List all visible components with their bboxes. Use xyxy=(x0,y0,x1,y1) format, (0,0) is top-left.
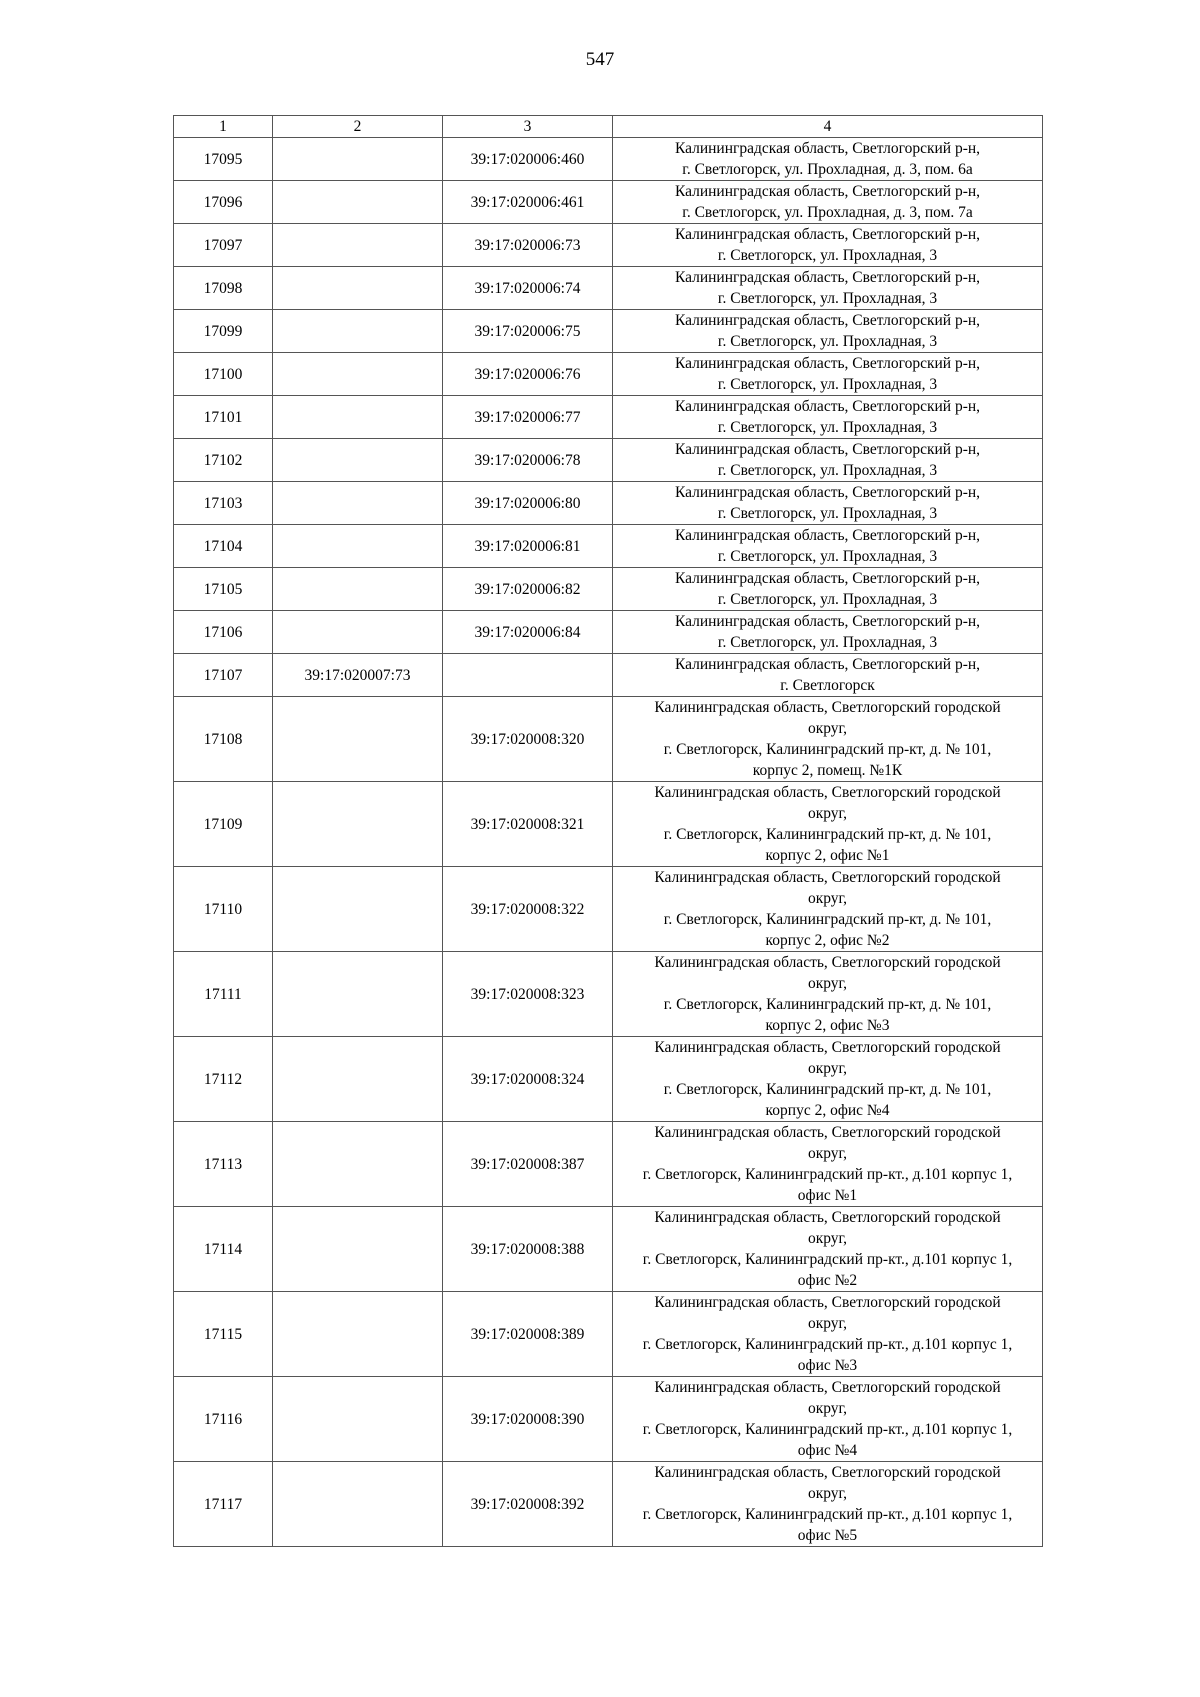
address-line: г. Светлогорск, Калининградский пр-кт., д.101 корпус 1, xyxy=(642,1336,1013,1353)
address-line: г. Светлогорск, ул. Прохладная, 3 xyxy=(717,419,938,436)
address-line: корпус 2, офис №3 xyxy=(765,1017,890,1034)
address-line: Калининградская область, Светлогорский р-н, xyxy=(674,613,981,630)
cadastral-number-cell: 39:17:020008:392 xyxy=(443,1462,613,1547)
address-cell xyxy=(613,782,1043,867)
table-row xyxy=(174,181,1043,224)
table-header-row xyxy=(174,116,1043,138)
cadastral-number-cell: 39:17:020008:390 xyxy=(443,1377,613,1462)
address-cell xyxy=(613,1462,1043,1547)
address-cell xyxy=(613,1122,1043,1207)
address-line: Калининградская область, Светлогорский р-н, xyxy=(674,183,981,200)
address-line: г. Светлогорск, ул. Прохладная, 3 xyxy=(717,591,938,608)
column-header-2: 2 xyxy=(273,116,443,138)
table-row xyxy=(174,224,1043,267)
address-cell xyxy=(613,1037,1043,1122)
address-line: г. Светлогорск, ул. Прохладная, д. 3, пом. 7а xyxy=(682,204,973,221)
row-number-cell: 17107 xyxy=(174,654,273,697)
cadastral-number-cell xyxy=(443,654,613,697)
address-line: Калининградская область, Светлогорский городской xyxy=(654,1294,1001,1311)
cadastral-number-cell: 39:17:020006:77 xyxy=(443,396,613,439)
column-header-3: 3 xyxy=(443,116,613,138)
table-row xyxy=(174,353,1043,396)
table-row xyxy=(174,1207,1043,1292)
row-number-cell: 17096 xyxy=(174,181,273,224)
cadastral-number-cell: 39:17:020006:84 xyxy=(443,611,613,654)
cadastral-quarter-cell xyxy=(273,1462,443,1547)
cadastral-number-cell: 39:17:020008:389 xyxy=(443,1292,613,1377)
address-line: округ, xyxy=(807,805,848,822)
row-number-cell: 17095 xyxy=(174,138,273,181)
cadastral-number-cell: 39:17:020008:388 xyxy=(443,1207,613,1292)
cadastral-quarter-cell xyxy=(273,1207,443,1292)
cadastral-number-cell: 39:17:020006:73 xyxy=(443,224,613,267)
cadastral-number-cell: 39:17:020006:461 xyxy=(443,181,613,224)
table-row xyxy=(174,782,1043,867)
address-line: г. Светлогорск, ул. Прохладная, 3 xyxy=(717,290,938,307)
cadastral-quarter-cell xyxy=(273,181,443,224)
address-cell xyxy=(613,1207,1043,1292)
address-line: Калининградская область, Светлогорский р-н, xyxy=(674,484,981,501)
address-cell xyxy=(613,267,1043,310)
cadastral-number-cell: 39:17:020006:75 xyxy=(443,310,613,353)
address-line: округ, xyxy=(807,1230,848,1247)
row-number-cell: 17110 xyxy=(174,867,273,952)
row-number-cell: 17112 xyxy=(174,1037,273,1122)
table-row xyxy=(174,439,1043,482)
address-line: Калининградская область, Светлогорский р-н, xyxy=(674,269,981,286)
address-line: офис №1 xyxy=(797,1187,858,1204)
row-number-cell: 17113 xyxy=(174,1122,273,1207)
address-line: г. Светлогорск, Калининградский пр-кт., д.101 корпус 1, xyxy=(642,1166,1013,1183)
row-number-cell: 17104 xyxy=(174,525,273,568)
address-line: округ, xyxy=(807,1060,848,1077)
address-line: г. Светлогорск, ул. Прохладная, д. 3, пом. 6а xyxy=(682,161,973,178)
cadastral-number-cell: 39:17:020008:320 xyxy=(443,697,613,782)
address-cell xyxy=(613,224,1043,267)
cadastral-quarter-cell xyxy=(273,1377,443,1462)
table-row xyxy=(174,482,1043,525)
address-line: Калининградская область, Светлогорский городской xyxy=(654,1464,1001,1481)
row-number-cell: 17099 xyxy=(174,310,273,353)
address-line: Калининградская область, Светлогорский р-н, xyxy=(674,140,981,157)
row-number-cell: 17114 xyxy=(174,1207,273,1292)
address-line: Калининградская область, Светлогорский городской xyxy=(654,699,1001,716)
cadastral-quarter-cell xyxy=(273,267,443,310)
cadastral-quarter-cell xyxy=(273,611,443,654)
table-row xyxy=(174,138,1043,181)
cadastral-number-cell: 39:17:020008:322 xyxy=(443,867,613,952)
address-line: корпус 2, офис №4 xyxy=(765,1102,890,1119)
cadastral-quarter-cell: 39:17:020007:73 xyxy=(273,654,443,697)
address-line: г. Светлогорск, ул. Прохладная, 3 xyxy=(717,333,938,350)
address-line: округ, xyxy=(807,1145,848,1162)
row-number-cell: 17101 xyxy=(174,396,273,439)
cadastral-quarter-cell xyxy=(273,525,443,568)
table-row xyxy=(174,568,1043,611)
table-body xyxy=(174,138,1043,1547)
address-line: г. Светлогорск xyxy=(780,677,875,694)
table-row xyxy=(174,1377,1043,1462)
row-number-cell: 17117 xyxy=(174,1462,273,1547)
address-line: офис №4 xyxy=(797,1442,858,1459)
cadastral-number-cell: 39:17:020006:74 xyxy=(443,267,613,310)
address-line: Калининградская область, Светлогорский городской xyxy=(654,954,1001,971)
cadastral-quarter-cell xyxy=(273,697,443,782)
cadastral-number-cell: 39:17:020006:80 xyxy=(443,482,613,525)
address-line: корпус 2, офис №2 xyxy=(765,932,890,949)
address-line: Калининградская область, Светлогорский р-н, xyxy=(674,226,981,243)
cadastral-quarter-cell xyxy=(273,138,443,181)
cadastral-quarter-cell xyxy=(273,1292,443,1377)
table-row xyxy=(174,697,1043,782)
cadastral-number-cell: 39:17:020008:324 xyxy=(443,1037,613,1122)
cadastral-quarter-cell xyxy=(273,952,443,1037)
row-number-cell: 17102 xyxy=(174,439,273,482)
cadastral-quarter-cell xyxy=(273,782,443,867)
address-line: Калининградская область, Светлогорский р-н, xyxy=(674,441,981,458)
address-cell xyxy=(613,396,1043,439)
address-cell xyxy=(613,1292,1043,1377)
address-cell xyxy=(613,525,1043,568)
cadastral-quarter-cell xyxy=(273,396,443,439)
row-number-cell: 17108 xyxy=(174,697,273,782)
row-number-cell: 17116 xyxy=(174,1377,273,1462)
address-line: Калининградская область, Светлогорский городской xyxy=(654,869,1001,886)
table-row xyxy=(174,654,1043,697)
row-number-cell: 17100 xyxy=(174,353,273,396)
address-line: г. Светлогорск, ул. Прохладная, 3 xyxy=(717,548,938,565)
row-number-cell: 17115 xyxy=(174,1292,273,1377)
column-header-4: 4 xyxy=(613,116,1043,138)
address-line: округ, xyxy=(807,1400,848,1417)
address-line: округ, xyxy=(807,975,848,992)
address-line: Калининградская область, Светлогорский городской xyxy=(654,1379,1001,1396)
address-cell xyxy=(613,181,1043,224)
address-cell xyxy=(613,654,1043,697)
address-cell xyxy=(613,439,1043,482)
address-line: офис №2 xyxy=(797,1272,858,1289)
address-line: Калининградская область, Светлогорский городской xyxy=(654,1209,1001,1226)
address-line: Калининградская область, Светлогорский р-н, xyxy=(674,570,981,587)
address-line: Калининградская область, Светлогорский р-н, xyxy=(674,312,981,329)
cadastral-quarter-cell xyxy=(273,1037,443,1122)
cadastral-quarter-cell xyxy=(273,224,443,267)
address-cell xyxy=(613,867,1043,952)
cadastral-number-cell: 39:17:020006:76 xyxy=(443,353,613,396)
cadastral-quarter-cell xyxy=(273,353,443,396)
address-line: Калининградская область, Светлогорский городской xyxy=(654,1124,1001,1141)
cadastral-quarter-cell xyxy=(273,310,443,353)
row-number-cell: 17098 xyxy=(174,267,273,310)
address-line: г. Светлогорск, Калининградский пр-кт., д.101 корпус 1, xyxy=(642,1251,1013,1268)
table-row xyxy=(174,267,1043,310)
cadastral-number-cell: 39:17:020008:321 xyxy=(443,782,613,867)
address-cell xyxy=(613,353,1043,396)
address-line: г. Светлогорск, ул. Прохладная, 3 xyxy=(717,634,938,651)
table-row xyxy=(174,867,1043,952)
table-row xyxy=(174,952,1043,1037)
address-line: Калининградская область, Светлогорский городской xyxy=(654,784,1001,801)
table-row xyxy=(174,1292,1043,1377)
table-row xyxy=(174,1037,1043,1122)
address-line: Калининградская область, Светлогорский р-н, xyxy=(674,527,981,544)
address-line: г. Светлогорск, ул. Прохладная, 3 xyxy=(717,376,938,393)
address-cell xyxy=(613,1377,1043,1462)
address-line: округ, xyxy=(807,1485,848,1502)
address-line: округ, xyxy=(807,1315,848,1332)
table-row xyxy=(174,1122,1043,1207)
address-line: корпус 2, помещ. №1К xyxy=(752,762,903,779)
address-line: округ, xyxy=(807,720,848,737)
cadastral-quarter-cell xyxy=(273,568,443,611)
address-cell xyxy=(613,310,1043,353)
table-row xyxy=(174,310,1043,353)
row-number-cell: 17111 xyxy=(174,952,273,1037)
address-line: г. Светлогорск, Калининградский пр-кт, д. № 101, xyxy=(663,911,992,928)
address-line: офис №3 xyxy=(797,1357,858,1374)
cadastral-quarter-cell xyxy=(273,439,443,482)
address-cell xyxy=(613,138,1043,181)
address-line: г. Светлогорск, ул. Прохладная, 3 xyxy=(717,462,938,479)
address-cell xyxy=(613,952,1043,1037)
address-line: Калининградская область, Светлогорский р-н, xyxy=(674,398,981,415)
address-line: г. Светлогорск, Калининградский пр-кт., д.101 корпус 1, xyxy=(642,1421,1013,1438)
registry-table xyxy=(173,115,1043,1547)
cadastral-number-cell: 39:17:020006:82 xyxy=(443,568,613,611)
address-line: г. Светлогорск, Калининградский пр-кт., д.101 корпус 1, xyxy=(642,1506,1013,1523)
row-number-cell: 17105 xyxy=(174,568,273,611)
cadastral-quarter-cell xyxy=(273,1122,443,1207)
address-line: Калининградская область, Светлогорский городской xyxy=(654,1039,1001,1056)
row-number-cell: 17103 xyxy=(174,482,273,525)
address-cell xyxy=(613,568,1043,611)
address-line: г. Светлогорск, ул. Прохладная, 3 xyxy=(717,505,938,522)
address-line: Калининградская область, Светлогорский р-н, xyxy=(674,355,981,372)
address-cell xyxy=(613,611,1043,654)
cadastral-number-cell: 39:17:020006:460 xyxy=(443,138,613,181)
address-line: г. Светлогорск, Калининградский пр-кт, д. № 101, xyxy=(663,741,992,758)
address-line: Калининградская область, Светлогорский р-н, xyxy=(674,656,981,673)
cadastral-quarter-cell xyxy=(273,867,443,952)
address-line: офис №5 xyxy=(797,1527,858,1544)
address-cell xyxy=(613,697,1043,782)
cadastral-number-cell: 39:17:020008:323 xyxy=(443,952,613,1037)
address-line: г. Светлогорск, Калининградский пр-кт, д. № 101, xyxy=(663,1081,992,1098)
address-line: г. Светлогорск, Калининградский пр-кт, д. № 101, xyxy=(663,826,992,843)
table-row xyxy=(174,396,1043,439)
table-row xyxy=(174,1462,1043,1547)
address-line: корпус 2, офис №1 xyxy=(765,847,890,864)
row-number-cell: 17106 xyxy=(174,611,273,654)
address-line: г. Светлогорск, Калининградский пр-кт, д. № 101, xyxy=(663,996,992,1013)
cadastral-number-cell: 39:17:020006:78 xyxy=(443,439,613,482)
cadastral-number-cell: 39:17:020006:81 xyxy=(443,525,613,568)
address-line: округ, xyxy=(807,890,848,907)
page-number: 547 xyxy=(585,49,615,70)
cadastral-quarter-cell xyxy=(273,482,443,525)
address-cell xyxy=(613,482,1043,525)
row-number-cell: 17097 xyxy=(174,224,273,267)
table-row xyxy=(174,525,1043,568)
cadastral-number-cell: 39:17:020008:387 xyxy=(443,1122,613,1207)
table-row xyxy=(174,611,1043,654)
address-line: г. Светлогорск, ул. Прохладная, 3 xyxy=(717,247,938,264)
row-number-cell: 17109 xyxy=(174,782,273,867)
column-header-1: 1 xyxy=(174,116,273,138)
